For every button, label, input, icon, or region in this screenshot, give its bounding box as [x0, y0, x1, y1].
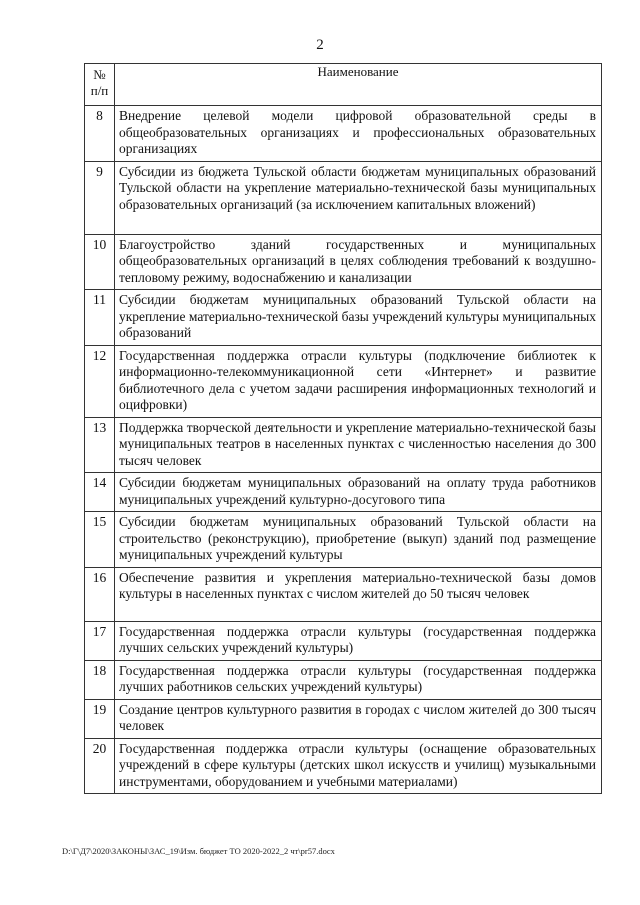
- file-path-footer: D:\Г\Д7\2020\ЗАКОНЫ\ЗАС_19\Изм. бюджет ТО 2020-2022_2 чт\pr57.docx: [62, 846, 335, 856]
- row-number: 13: [85, 417, 115, 473]
- row-name: Субсидии бюджетам муниципальных образований Тульской области на укрепление материально-технической базы учреждений культуры муниципальных образований: [115, 290, 602, 346]
- row-number: 18: [85, 660, 115, 699]
- header-num-abbrev: п/п: [90, 83, 109, 98]
- table-row: [85, 234, 602, 290]
- table-row: [85, 738, 602, 794]
- row-number: 17: [85, 621, 115, 660]
- row-number: 9: [85, 161, 115, 234]
- row-name: Субсидии из бюджета Тульской области бюджетам муниципальных образований Тульской области на укрепление материально-технической базы муниципальных образовательных организаций (за исключением капитальных вложений): [115, 161, 602, 234]
- row-number: 14: [85, 473, 115, 512]
- row-name: Обеспечение развития и укрепления материально-технической базы домов культуры в населенных пунктах с числом жителей до 50 тысяч человек: [115, 567, 602, 621]
- row-number: 16: [85, 567, 115, 621]
- table-row: [85, 417, 602, 473]
- row-name: Государственная поддержка отрасли культуры (государственная поддержка лучших работников сельских учреждений культуры): [115, 660, 602, 699]
- page-number: 2: [316, 37, 324, 53]
- row-name: Государственная поддержка отрасли культуры (государственная поддержка лучших сельских учреждений культуры): [115, 621, 602, 660]
- table-row: [85, 290, 602, 346]
- row-number: 12: [85, 345, 115, 417]
- row-name: Благоустройство зданий государственных и муниципальных общеобразовательных организаций в целях соблюдения требований к воздушно-тепловому режиму, водоснабжению и канализации: [115, 234, 602, 290]
- items-table: [84, 63, 602, 794]
- table-row: [85, 699, 602, 738]
- table-row: [85, 567, 602, 621]
- row-name: Поддержка творческой деятельности и укрепление материально-технической базы муниципальных театров в населенных пунктах с численностью населения до 300 тысяч человек: [115, 417, 602, 473]
- column-header-number: [85, 64, 115, 106]
- table-row: [85, 106, 602, 162]
- table-row: [85, 660, 602, 699]
- table-row: [85, 473, 602, 512]
- row-name: Внедрение целевой модели цифровой образовательной среды в общеобразовательных организациях и профессиональных образовательных организациях: [115, 106, 602, 162]
- table-body: [85, 106, 602, 794]
- table-header-row: [85, 64, 602, 106]
- row-number: 15: [85, 512, 115, 568]
- row-number: 19: [85, 699, 115, 738]
- row-name: Государственная поддержка отрасли культуры (оснащение образовательных учреждений в сфере культуры (детских школ искусств и училищ) музыкальными инструментами, оборудованием и учебными материалами): [115, 738, 602, 794]
- table-row: [85, 621, 602, 660]
- row-number: 11: [85, 290, 115, 346]
- row-number: 20: [85, 738, 115, 794]
- table-row: [85, 512, 602, 568]
- row-name: Создание центров культурного развития в городах с числом жителей до 300 тысяч человек: [115, 699, 602, 738]
- row-number: 8: [85, 106, 115, 162]
- row-name: Субсидии бюджетам муниципальных образований на оплату труда работников муниципальных учреждений культурно-досугового типа: [115, 473, 602, 512]
- table-row: [85, 345, 602, 417]
- table-row: [85, 161, 602, 234]
- row-name: Субсидии бюджетам муниципальных образований Тульской области на строительство (реконструкцию), приобретение (выкуп) зданий под размещение муниципальных учреждений культуры: [115, 512, 602, 568]
- row-name: Государственная поддержка отрасли культуры (подключение библиотек к информационно-телекоммуникационной сети «Интернет» и развитие библиотечного дела с учетом задачи расширения информационных технологий и оцифровки): [115, 345, 602, 417]
- column-header-name: Наименование: [115, 64, 602, 106]
- row-number: 10: [85, 234, 115, 290]
- header-num-symbol: №: [93, 67, 106, 82]
